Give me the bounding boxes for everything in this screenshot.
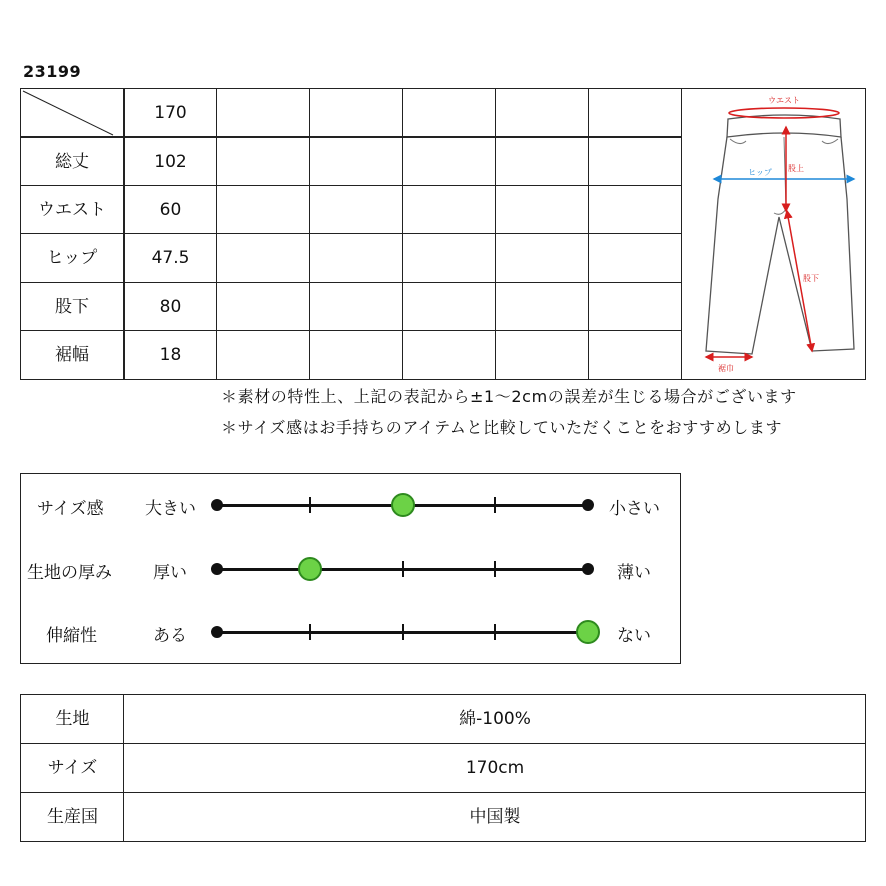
scale-left-thickness: 厚い	[153, 563, 187, 583]
scale-right-size: 小さい	[609, 499, 660, 519]
material-value-fabric: 綿-100%	[459, 709, 531, 729]
scale-label-thickness: 生地の厚み	[27, 563, 112, 583]
material-table	[20, 694, 866, 842]
row-label-inseam: 股下	[55, 297, 89, 317]
diagram-rise-label: 股上	[788, 164, 804, 173]
row-label-hip: ヒップ	[46, 248, 98, 268]
scale-marker	[391, 493, 415, 517]
material-row-size	[21, 744, 865, 793]
scale-right-stretch: ない	[617, 626, 651, 646]
scale-right-thickness: 薄い	[617, 563, 651, 583]
material-label-origin: 生産国	[47, 807, 98, 827]
material-label-size: サイズ	[47, 758, 98, 778]
scale-tick	[309, 497, 311, 513]
scale-tick	[494, 561, 496, 577]
material-row-origin	[21, 793, 865, 842]
diagonal-header-cell	[21, 89, 123, 136]
fit-scale-panel	[20, 473, 681, 664]
scale-marker	[576, 620, 600, 644]
scale-tick	[494, 624, 496, 640]
size-header: 170	[154, 103, 187, 123]
diagram-hip-label: ヒップ	[748, 168, 772, 177]
scale-tick	[402, 624, 404, 640]
row-label-length: 総丈	[55, 152, 89, 172]
material-row-fabric	[21, 695, 865, 744]
row-value-inseam: 80	[159, 297, 182, 317]
row-value-length: 102	[154, 152, 187, 172]
scale-end-dot	[211, 563, 223, 575]
material-value-size: 170cm	[465, 758, 525, 778]
scale-end-dot	[582, 499, 594, 511]
row-value-hem: 18	[159, 345, 182, 365]
note-comparison: ＊サイズ感はお手持ちのアイテムと比較していただくことをおすすめします	[221, 418, 783, 437]
diagram-waist-label: ウエスト	[768, 96, 800, 105]
row-label-waist: ウエスト	[38, 200, 106, 220]
product-code: 23199	[23, 62, 82, 81]
diagram-inseam-label: 股下	[803, 274, 819, 283]
scale-label-stretch: 伸縮性	[46, 626, 97, 646]
diagram-hem-label: 裾巾	[718, 364, 734, 373]
scale-tick	[402, 561, 404, 577]
scale-left-stretch: ある	[153, 626, 187, 646]
row-value-hip: 47.5	[151, 248, 190, 268]
scale-tick	[309, 624, 311, 640]
row-value-waist: 60	[159, 200, 182, 220]
material-label-fabric: 生地	[55, 709, 90, 729]
waist-measure-ring	[729, 108, 839, 118]
size-table	[20, 88, 866, 380]
scale-left-size: 大きい	[145, 499, 196, 519]
row-label-hem: 裾幅	[55, 345, 89, 365]
scale-end-dot	[211, 626, 223, 638]
material-value-origin: 中国製	[469, 807, 521, 827]
scale-label-size: サイズ感	[37, 499, 104, 519]
scale-end-dot	[211, 499, 223, 511]
scale-end-dot	[582, 563, 594, 575]
scale-tick	[494, 497, 496, 513]
pants-diagram	[682, 89, 864, 378]
note-tolerance: ＊素材の特性上、上記の表記から±1～2cmの誤差が生じる場合がございます	[221, 387, 797, 406]
scale-marker	[298, 557, 322, 581]
